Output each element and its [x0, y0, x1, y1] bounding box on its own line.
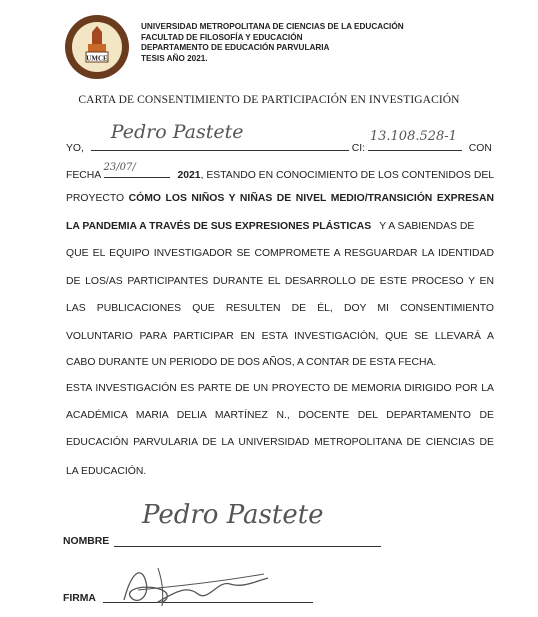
ci-label: CI:	[351, 143, 365, 154]
name-handwritten: Pedro Pastete	[110, 121, 244, 143]
year-2021: 2021	[177, 170, 201, 181]
date-handwritten: 23/07/	[103, 162, 136, 173]
ci-handwritten: 13.108.528-1	[369, 129, 457, 144]
body-line-11: EDUCACIÓN PARVULARIA DE LA UNIVERSIDAD METROPOLITANA DE CIENCIAS DE	[66, 437, 494, 448]
name-blank	[91, 121, 349, 151]
body-line-4: QUE EL EQUIPO INVESTIGADOR SE COMPROMETE A RESGUARDAR LA IDENTIDAD	[66, 248, 494, 259]
fecha-label: FECHA	[66, 170, 101, 181]
ci-blank	[368, 129, 462, 151]
department-name: DEPARTAMENTO DE EDUCACIÓN PARVULARIA	[141, 43, 330, 52]
line-proyecto	[66, 193, 494, 204]
signature-scribble	[118, 560, 278, 612]
document-title: CARTA DE CONSENTIMIENTO DE PARTICIPACIÓN EN INVESTIGACIÓN	[78, 94, 460, 106]
date-continuation: 2021, ESTANDO EN CONOCIMIENTO DE LOS CONTENIDOS DEL	[177, 170, 495, 181]
body-line-9: ESTA INVESTIGACIÓN ES PARTE DE UN PROYECTO DE MEMORIA DIRIGIDO POR LA	[66, 383, 494, 394]
line-yo	[66, 121, 494, 154]
nombre-label: NOMBRE	[63, 536, 110, 547]
project-title-part2: LA PANDEMIA A TRAVÉS DE SUS EXPRESIONES PLÁSTICAS	[66, 221, 372, 232]
firma-label: FIRMA	[63, 593, 96, 604]
project-title-part1: CÓMO LOS NIÑOS Y NIÑAS DE NIVEL MEDIO/TRANSICIÓN EXPRESAN	[128, 193, 494, 204]
nombre-line	[114, 546, 381, 547]
line-fecha	[66, 162, 495, 181]
date-blank	[103, 162, 170, 178]
con-label: CON	[468, 143, 492, 154]
institution-header	[141, 22, 404, 64]
university-name: UNIVERSIDAD METROPOLITANA DE CIENCIAS DE LA EDUCACIÓN	[141, 22, 404, 31]
body-line-12: LA EDUCACIÓN.	[66, 466, 147, 477]
proyecto-label: PROYECTO	[66, 193, 125, 204]
seal-text: UMCE	[86, 54, 108, 63]
faculty-name: FACULTAD DE FILOSOFÍA Y EDUCACIÓN	[141, 32, 303, 42]
body-line-6: LAS PUBLICACIONES QUE RESULTEN DE ÉL, DOY MI CONSENTIMIENTO	[66, 303, 494, 314]
university-seal	[64, 14, 130, 80]
nombre-handwritten: Pedro Pastete	[142, 500, 324, 530]
line3-rest: Y A SABIENDAS DE	[379, 221, 475, 232]
body-line-10: ACADÉMICA MARIA DELIA MARTÍNEZ N., DOCENTE DEL DEPARTAMENTO DE	[66, 410, 494, 421]
body-line-5: DE LOS/AS PARTICIPANTES DURANTE EL DESARROLLO DE ESTE PROCESO Y EN	[66, 276, 494, 287]
body-line-7: VOLUNTARIO PARA PARTICIPAR EN ESTA INVESTIGACIÓN, QUE SE LLEVARÁ A	[66, 331, 494, 342]
body-line-8: CABO DURANTE UN PERIODO DE DOS AÑOS, A CONTAR DE ESTA FECHA.	[66, 357, 437, 368]
line-project-title-2	[66, 221, 494, 232]
thesis-year: TESIS AÑO 2021.	[141, 53, 208, 63]
yo-label: YO,	[66, 143, 84, 154]
